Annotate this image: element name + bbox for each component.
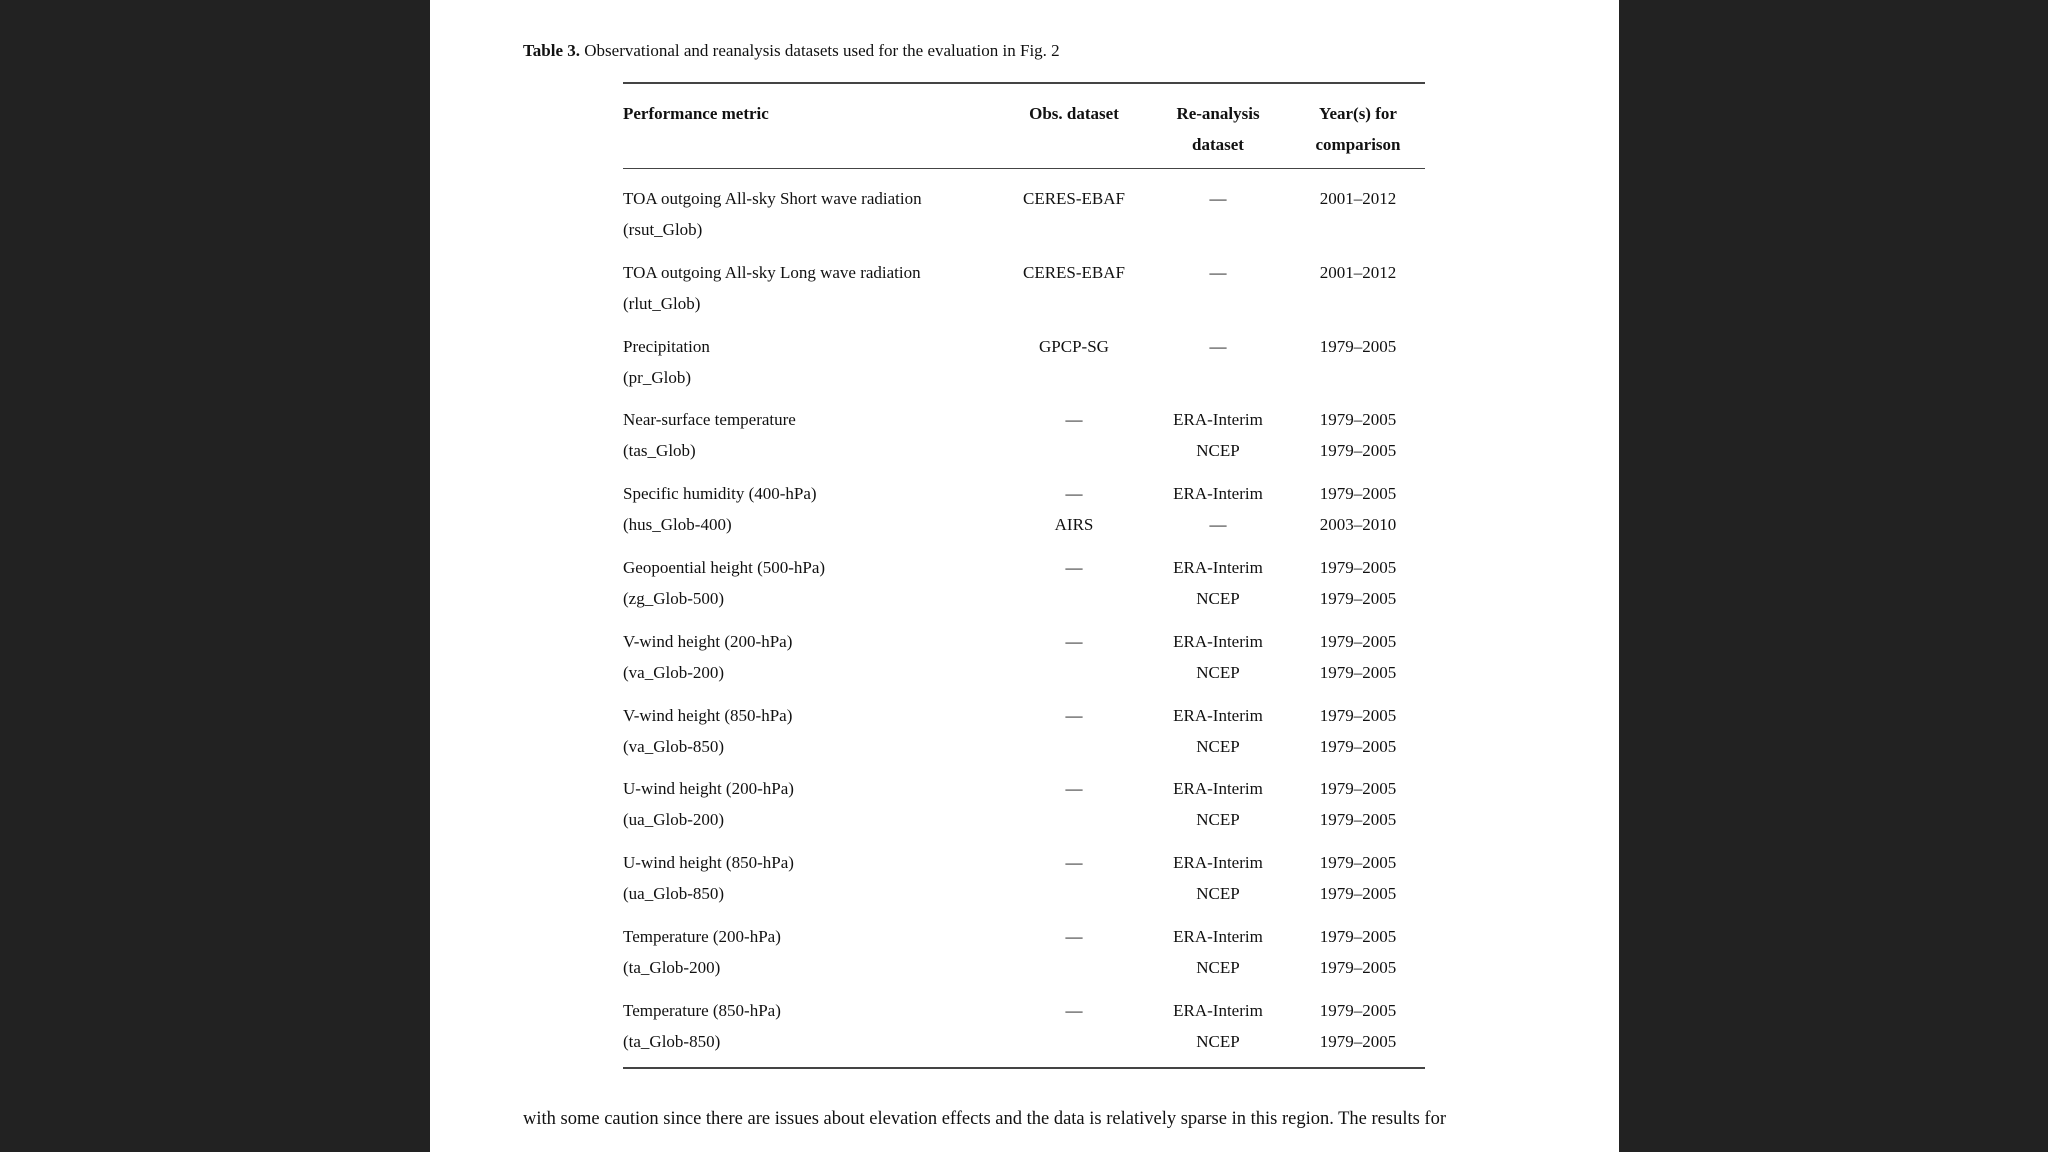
reanalysis-dataset-value: NCEP	[1196, 736, 1240, 756]
cell-obs-dataset	[1003, 183, 1145, 257]
cell-performance-metric	[623, 847, 1003, 921]
table-row	[623, 257, 1425, 331]
datasets-table	[623, 82, 1425, 1069]
table-row	[623, 700, 1425, 774]
metric-name: U-wind height (200-hPa)	[623, 779, 794, 799]
cell-reanalysis-dataset	[1145, 921, 1291, 995]
cell-years-for-comparison	[1291, 700, 1425, 774]
obs-dataset-value: —	[1065, 779, 1083, 799]
metric-name: U-wind height (850-hPa)	[623, 853, 794, 873]
metric-code: (zg_Glob-500)	[623, 588, 725, 608]
reanalysis-dataset-value: NCEP	[1196, 957, 1240, 977]
years-value: 2003–2010	[1319, 515, 1397, 535]
cell-obs-dataset	[1003, 257, 1145, 331]
cell-obs-dataset	[1003, 331, 1145, 405]
table-row	[623, 552, 1425, 626]
table-caption-label: Table 3.	[523, 41, 581, 60]
table-row	[623, 331, 1425, 405]
years-value: 1979–2005	[1319, 631, 1397, 651]
table-row	[623, 847, 1425, 921]
cell-performance-metric	[623, 626, 1003, 700]
cell-reanalysis-dataset	[1145, 478, 1291, 552]
cell-reanalysis-dataset	[1145, 626, 1291, 700]
obs-dataset-value: —	[1065, 853, 1083, 873]
reanalysis-dataset-value: —	[1209, 262, 1227, 282]
table-caption-text: Observational and reanalysis datasets used for the evaluation in Fig. 2	[584, 41, 1060, 60]
years-value: 1979–2005	[1319, 588, 1397, 608]
cell-years-for-comparison	[1291, 626, 1425, 700]
metric-code: (hus_Glob-400)	[623, 515, 732, 535]
reanalysis-dataset-value: NCEP	[1196, 588, 1240, 608]
obs-dataset-value: —	[1065, 1000, 1083, 1020]
table-bottom-rule	[623, 1067, 1425, 1069]
cell-years-for-comparison	[1291, 995, 1425, 1067]
cell-obs-dataset	[1003, 404, 1145, 478]
reanalysis-dataset-value: ERA-Interim	[1173, 779, 1263, 799]
cell-reanalysis-dataset	[1145, 331, 1291, 405]
cell-reanalysis-dataset	[1145, 995, 1291, 1067]
cell-years-for-comparison	[1291, 404, 1425, 478]
table-row	[623, 921, 1425, 995]
years-value: 2001–2012	[1319, 189, 1397, 208]
years-value: 1979–2005	[1319, 736, 1397, 756]
cell-performance-metric	[623, 995, 1003, 1067]
years-value: 1979–2005	[1319, 410, 1397, 430]
reanalysis-dataset-value: NCEP	[1196, 1031, 1240, 1051]
reanalysis-dataset-value: ERA-Interim	[1173, 484, 1263, 504]
obs-dataset-value: GPCP-SG	[1039, 336, 1109, 356]
years-value: 1979–2005	[1319, 336, 1397, 356]
table-row	[623, 478, 1425, 552]
cell-performance-metric	[623, 478, 1003, 552]
reanalysis-dataset-value: ERA-Interim	[1173, 631, 1263, 651]
metric-code: (va_Glob-850)	[623, 736, 725, 756]
obs-dataset-value: —	[1065, 410, 1083, 430]
table-row	[623, 626, 1425, 700]
obs-dataset-value: —	[1065, 926, 1083, 946]
reanalysis-dataset-value: ERA-Interim	[1173, 705, 1263, 725]
years-value: 1979–2005	[1319, 1031, 1397, 1051]
metric-name: Geopoential height (500-hPa)	[623, 557, 826, 577]
cell-years-for-comparison	[1291, 552, 1425, 626]
reanalysis-dataset-value: ERA-Interim	[1173, 557, 1263, 577]
years-value: 1979–2005	[1319, 441, 1397, 461]
cell-obs-dataset	[1003, 995, 1145, 1067]
body-paragraph	[523, 1104, 1533, 1134]
reanalysis-dataset-value: ERA-Interim	[1173, 926, 1263, 946]
header-reanalysis-dataset: Re-analysis dataset	[1176, 104, 1260, 154]
obs-dataset-value: —	[1065, 484, 1083, 504]
metric-name: Precipitation	[623, 336, 710, 356]
cell-obs-dataset	[1003, 626, 1145, 700]
cell-obs-dataset	[1003, 478, 1145, 552]
metric-name: TOA outgoing All-sky Long wave radiation	[623, 262, 921, 282]
years-value: 1979–2005	[1319, 705, 1397, 725]
cell-years-for-comparison	[1291, 773, 1425, 847]
cell-performance-metric	[623, 773, 1003, 847]
table-row	[623, 404, 1425, 478]
metric-name: V-wind height (200-hPa)	[623, 631, 793, 651]
years-value: 1979–2005	[1319, 810, 1397, 830]
cell-performance-metric	[623, 331, 1003, 405]
reanalysis-dataset-value: NCEP	[1196, 884, 1240, 904]
cell-performance-metric	[623, 183, 1003, 257]
reanalysis-dataset-value: NCEP	[1196, 662, 1240, 682]
cell-years-for-comparison	[1291, 331, 1425, 405]
metric-code: (ta_Glob-200)	[623, 957, 721, 977]
metric-code: (tas_Glob)	[623, 441, 696, 461]
cell-years-for-comparison	[1291, 478, 1425, 552]
cell-performance-metric	[623, 257, 1003, 331]
table-row	[623, 773, 1425, 847]
years-value: 1979–2005	[1319, 884, 1397, 904]
header-obs-dataset: Obs. dataset	[1029, 104, 1119, 123]
cell-years-for-comparison	[1291, 847, 1425, 921]
cell-reanalysis-dataset	[1145, 404, 1291, 478]
metric-name: Near-surface temperature	[623, 410, 796, 430]
cell-performance-metric	[623, 404, 1003, 478]
cell-reanalysis-dataset	[1145, 773, 1291, 847]
cell-obs-dataset	[1003, 773, 1145, 847]
reanalysis-dataset-value: ERA-Interim	[1173, 410, 1263, 430]
reanalysis-dataset-value: —	[1209, 515, 1227, 535]
reanalysis-dataset-value: —	[1209, 336, 1227, 356]
cell-obs-dataset	[1003, 552, 1145, 626]
metric-name: Temperature (850-hPa)	[623, 1000, 781, 1020]
cell-reanalysis-dataset	[1145, 847, 1291, 921]
cell-reanalysis-dataset	[1145, 257, 1291, 331]
reanalysis-dataset-value: NCEP	[1196, 810, 1240, 830]
metric-code: (rlut_Glob)	[623, 293, 701, 313]
cell-years-for-comparison	[1291, 257, 1425, 331]
years-value: 1979–2005	[1319, 853, 1397, 873]
years-value: 1979–2005	[1319, 484, 1397, 504]
metric-code: (ua_Glob-200)	[623, 810, 725, 830]
years-value: 1979–2005	[1319, 1000, 1397, 1020]
metric-name: Specific humidity (400-hPa)	[623, 484, 817, 504]
obs-dataset-value: CERES-EBAF	[1022, 189, 1126, 208]
cell-performance-metric	[623, 700, 1003, 774]
years-value: 1979–2005	[1319, 779, 1397, 799]
metric-name: V-wind height (850-hPa)	[623, 705, 793, 725]
table-body	[623, 169, 1425, 1067]
obs-dataset-value: AIRS	[1054, 515, 1094, 535]
cell-performance-metric	[623, 921, 1003, 995]
years-value: 1979–2005	[1319, 662, 1397, 682]
obs-dataset-value: —	[1065, 557, 1083, 577]
reanalysis-dataset-value: —	[1209, 189, 1227, 208]
reanalysis-dataset-value: ERA-Interim	[1173, 853, 1263, 873]
paper-page	[430, 0, 1619, 1152]
metric-code: (rsut_Glob)	[623, 220, 703, 239]
cell-years-for-comparison	[1291, 183, 1425, 257]
metric-code: (va_Glob-200)	[623, 662, 725, 682]
years-value: 1979–2005	[1319, 957, 1397, 977]
cell-obs-dataset	[1003, 921, 1145, 995]
obs-dataset-value: —	[1065, 631, 1083, 651]
years-value: 1979–2005	[1319, 926, 1397, 946]
table-row	[623, 183, 1425, 257]
metric-code: (pr_Glob)	[623, 367, 691, 387]
body-paragraph-line: with some caution since there are issues about elevation effects and the data is relatively sparse in this region. The results for	[523, 1109, 1447, 1129]
table-row	[623, 995, 1425, 1067]
header-performance-metric: Performance metric	[623, 104, 769, 123]
cell-reanalysis-dataset	[1145, 183, 1291, 257]
metric-code: (ua_Glob-850)	[623, 884, 725, 904]
cell-obs-dataset	[1003, 700, 1145, 774]
cell-reanalysis-dataset	[1145, 700, 1291, 774]
cell-years-for-comparison	[1291, 921, 1425, 995]
obs-dataset-value: —	[1065, 705, 1083, 725]
header-years-for-comparison: Year(s) for comparison	[1315, 104, 1401, 154]
cell-obs-dataset	[1003, 847, 1145, 921]
metric-name: TOA outgoing All-sky Short wave radiation	[623, 189, 922, 208]
reanalysis-dataset-value: ERA-Interim	[1173, 1000, 1263, 1020]
reanalysis-dataset-value: NCEP	[1196, 441, 1240, 461]
table-header-row	[623, 84, 1425, 168]
years-value: 2001–2012	[1319, 262, 1397, 282]
obs-dataset-value: CERES-EBAF	[1022, 262, 1126, 282]
cell-performance-metric	[623, 552, 1003, 626]
table-caption	[523, 40, 1060, 62]
cell-reanalysis-dataset	[1145, 552, 1291, 626]
metric-code: (ta_Glob-850)	[623, 1031, 721, 1051]
metric-name: Temperature (200-hPa)	[623, 926, 781, 946]
years-value: 1979–2005	[1319, 557, 1397, 577]
